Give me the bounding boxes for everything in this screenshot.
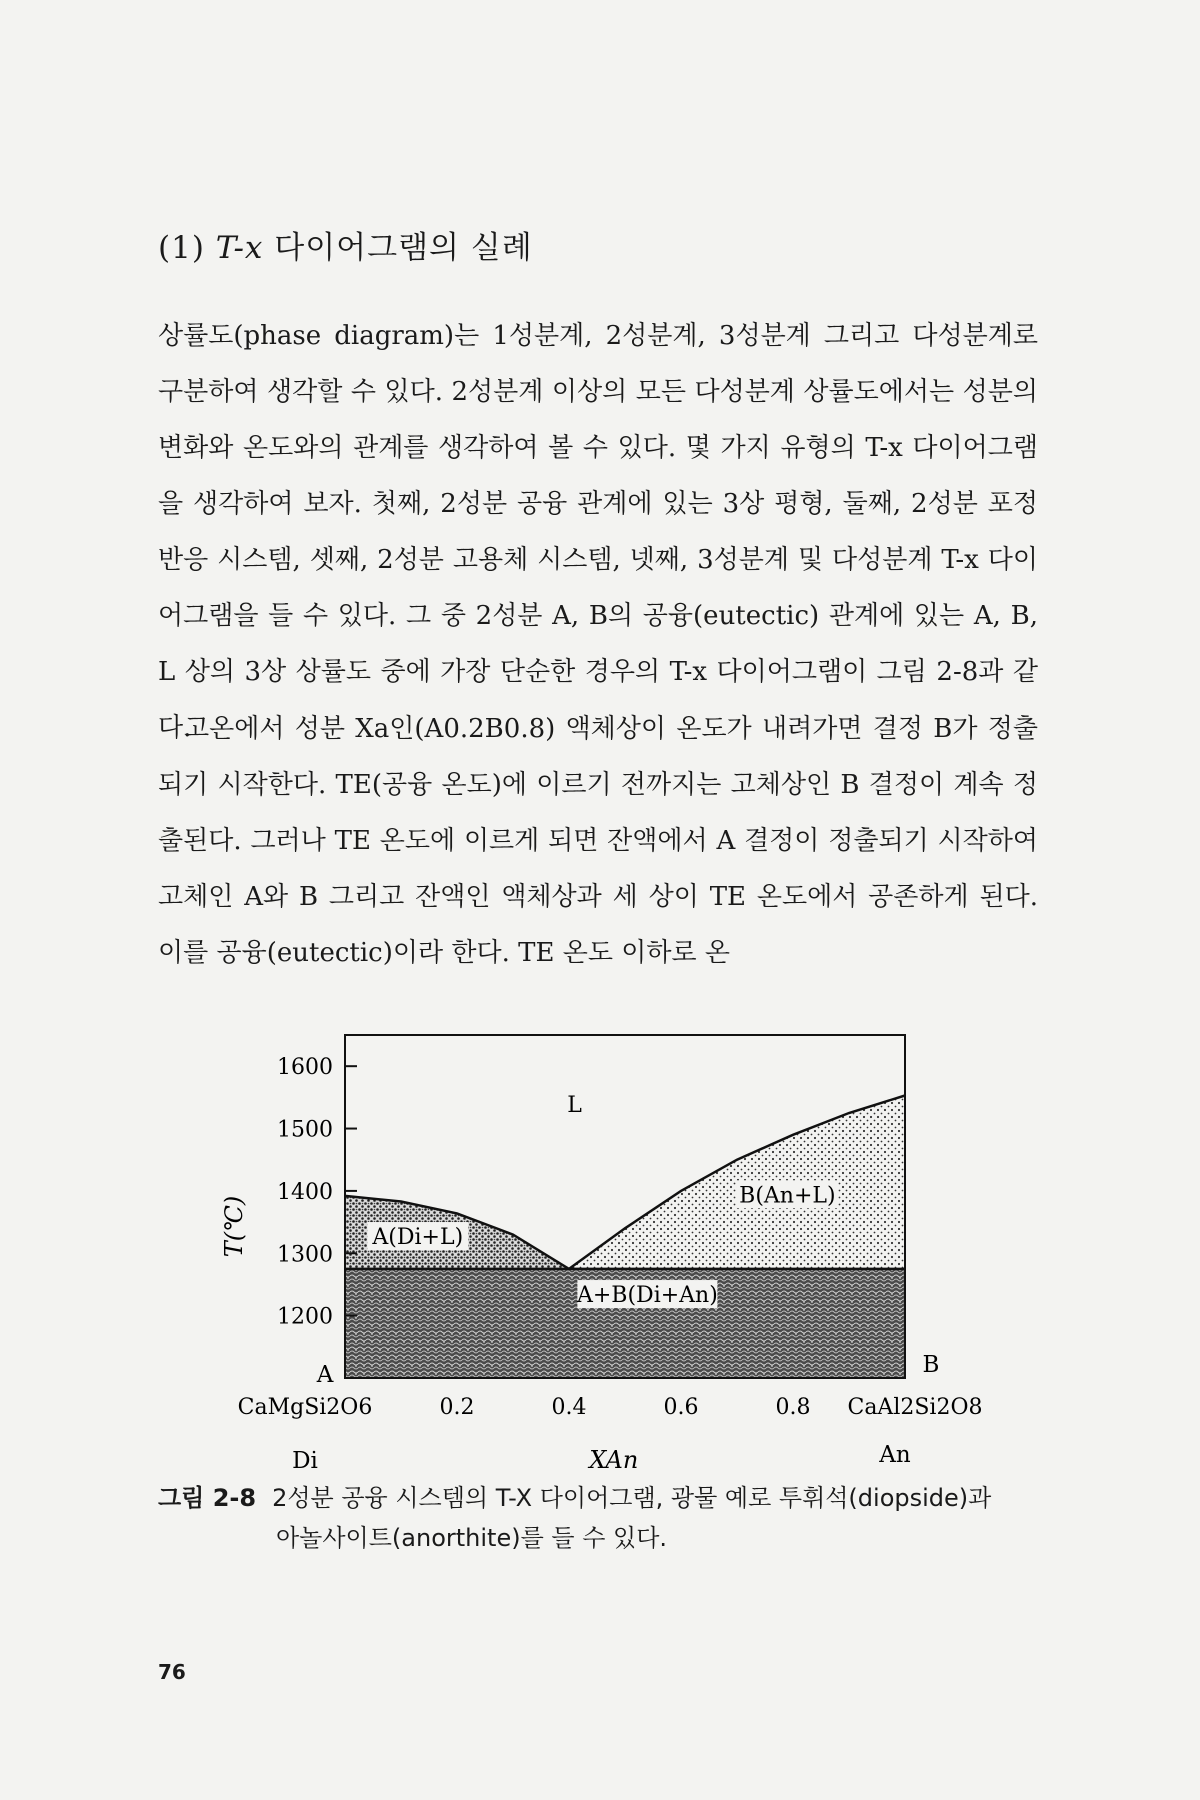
field-label: L bbox=[567, 1092, 582, 1118]
end-member-letter-left: A bbox=[316, 1362, 334, 1388]
y-tick-label: 1600 bbox=[277, 1055, 333, 1081]
y-tick-label: 1400 bbox=[277, 1179, 333, 1205]
page-number: 76 bbox=[158, 1660, 186, 1684]
heading-number: (1) bbox=[158, 230, 205, 266]
y-tick-label: 1300 bbox=[277, 1242, 333, 1268]
x-axis-label: XAn bbox=[589, 1446, 639, 1474]
y-tick-label: 1500 bbox=[277, 1117, 333, 1143]
field-label: A+B(Di+An) bbox=[576, 1283, 718, 1309]
field-label: A(Di+L) bbox=[372, 1225, 464, 1251]
y-axis-label: T(℃) bbox=[220, 1195, 248, 1258]
phase-diagram bbox=[190, 1010, 990, 1474]
end-member-formula-left: CaMgSi2O6 bbox=[237, 1395, 373, 1420]
end-member-formula-right: CaAl2Si2O8 bbox=[847, 1395, 983, 1420]
caption-line-1: 2성분 공융 시스템의 T-X 다이어그램, 광물 예로 투휘석(diopside)과 bbox=[272, 1484, 992, 1512]
end-member-mineral-left: Di bbox=[292, 1448, 318, 1474]
x-tick-label: 0.2 bbox=[439, 1395, 475, 1420]
paragraph-1: 상률도(phase diagram)는 1성분계, 2성분계, 3성분계 그리고 다성분계로 구분하여 생각할 수 있다. 2성분계 이상의 모든 다성분계 상률도에서는 성분의 변화와 온도와의 관계를 생각하여 볼 수 있다. 몇 가지 유형의 T-x 다이어그램을 생각하여 보자. 첫째, 2성분 공융 관계에 있는 3상 평형, 둘째, 2성분 포정반응 시스템, 셋째, 2성분 고용체 시스템, 넷째, 3성분계 및 다성분계 T-x 다이어그램을 들 수 있다. 그 중 2성분 A, B의 공융(eutectic) 관계에 있는 A, B, L 상의 3상 상률도 중에 가장 단순한 경우의 T-x 다이어그램이 그림 2-8과 같다. bbox=[158, 321, 1038, 743]
section-heading bbox=[158, 222, 533, 267]
y-tick-label: 1200 bbox=[277, 1304, 333, 1330]
paragraph-2: 고온에서 성분 Xa인(A0.2B0.8) 액체상이 온도가 내려가면 결정 B가 정출되기 시작한다. TE(공융 온도)에 이르기 전까지는 고체상인 B 결정이 계속 정출된다. 그러나 TE 온도에 이르게 되면 잔액에서 A 결정이 정출되기 시작하여 고체인 A와 B 그리고 잔액인 액체상과 세 상이 TE 온도에서 공존하게 된다. 이를 공융(eutectic)이라 한다. TE 온도 이하로 온 bbox=[158, 714, 1038, 968]
x-tick-label: 0.8 bbox=[775, 1395, 811, 1420]
field-label: B(An+L) bbox=[739, 1183, 836, 1209]
figure-caption bbox=[158, 1478, 1058, 1558]
caption-line-2: 아놀사이트(anorthite)를 들 수 있다. bbox=[276, 1524, 668, 1552]
end-member-mineral-right: An bbox=[879, 1442, 911, 1468]
end-member-letter-right: B bbox=[922, 1352, 940, 1378]
caption-number: 그림 2-8 bbox=[158, 1484, 257, 1512]
x-tick-label: 0.4 bbox=[551, 1395, 587, 1420]
x-tick-label: 0.6 bbox=[663, 1395, 699, 1420]
heading-title: 다이어그램의 실례 bbox=[274, 230, 533, 266]
heading-symbol: T-x bbox=[215, 230, 264, 266]
